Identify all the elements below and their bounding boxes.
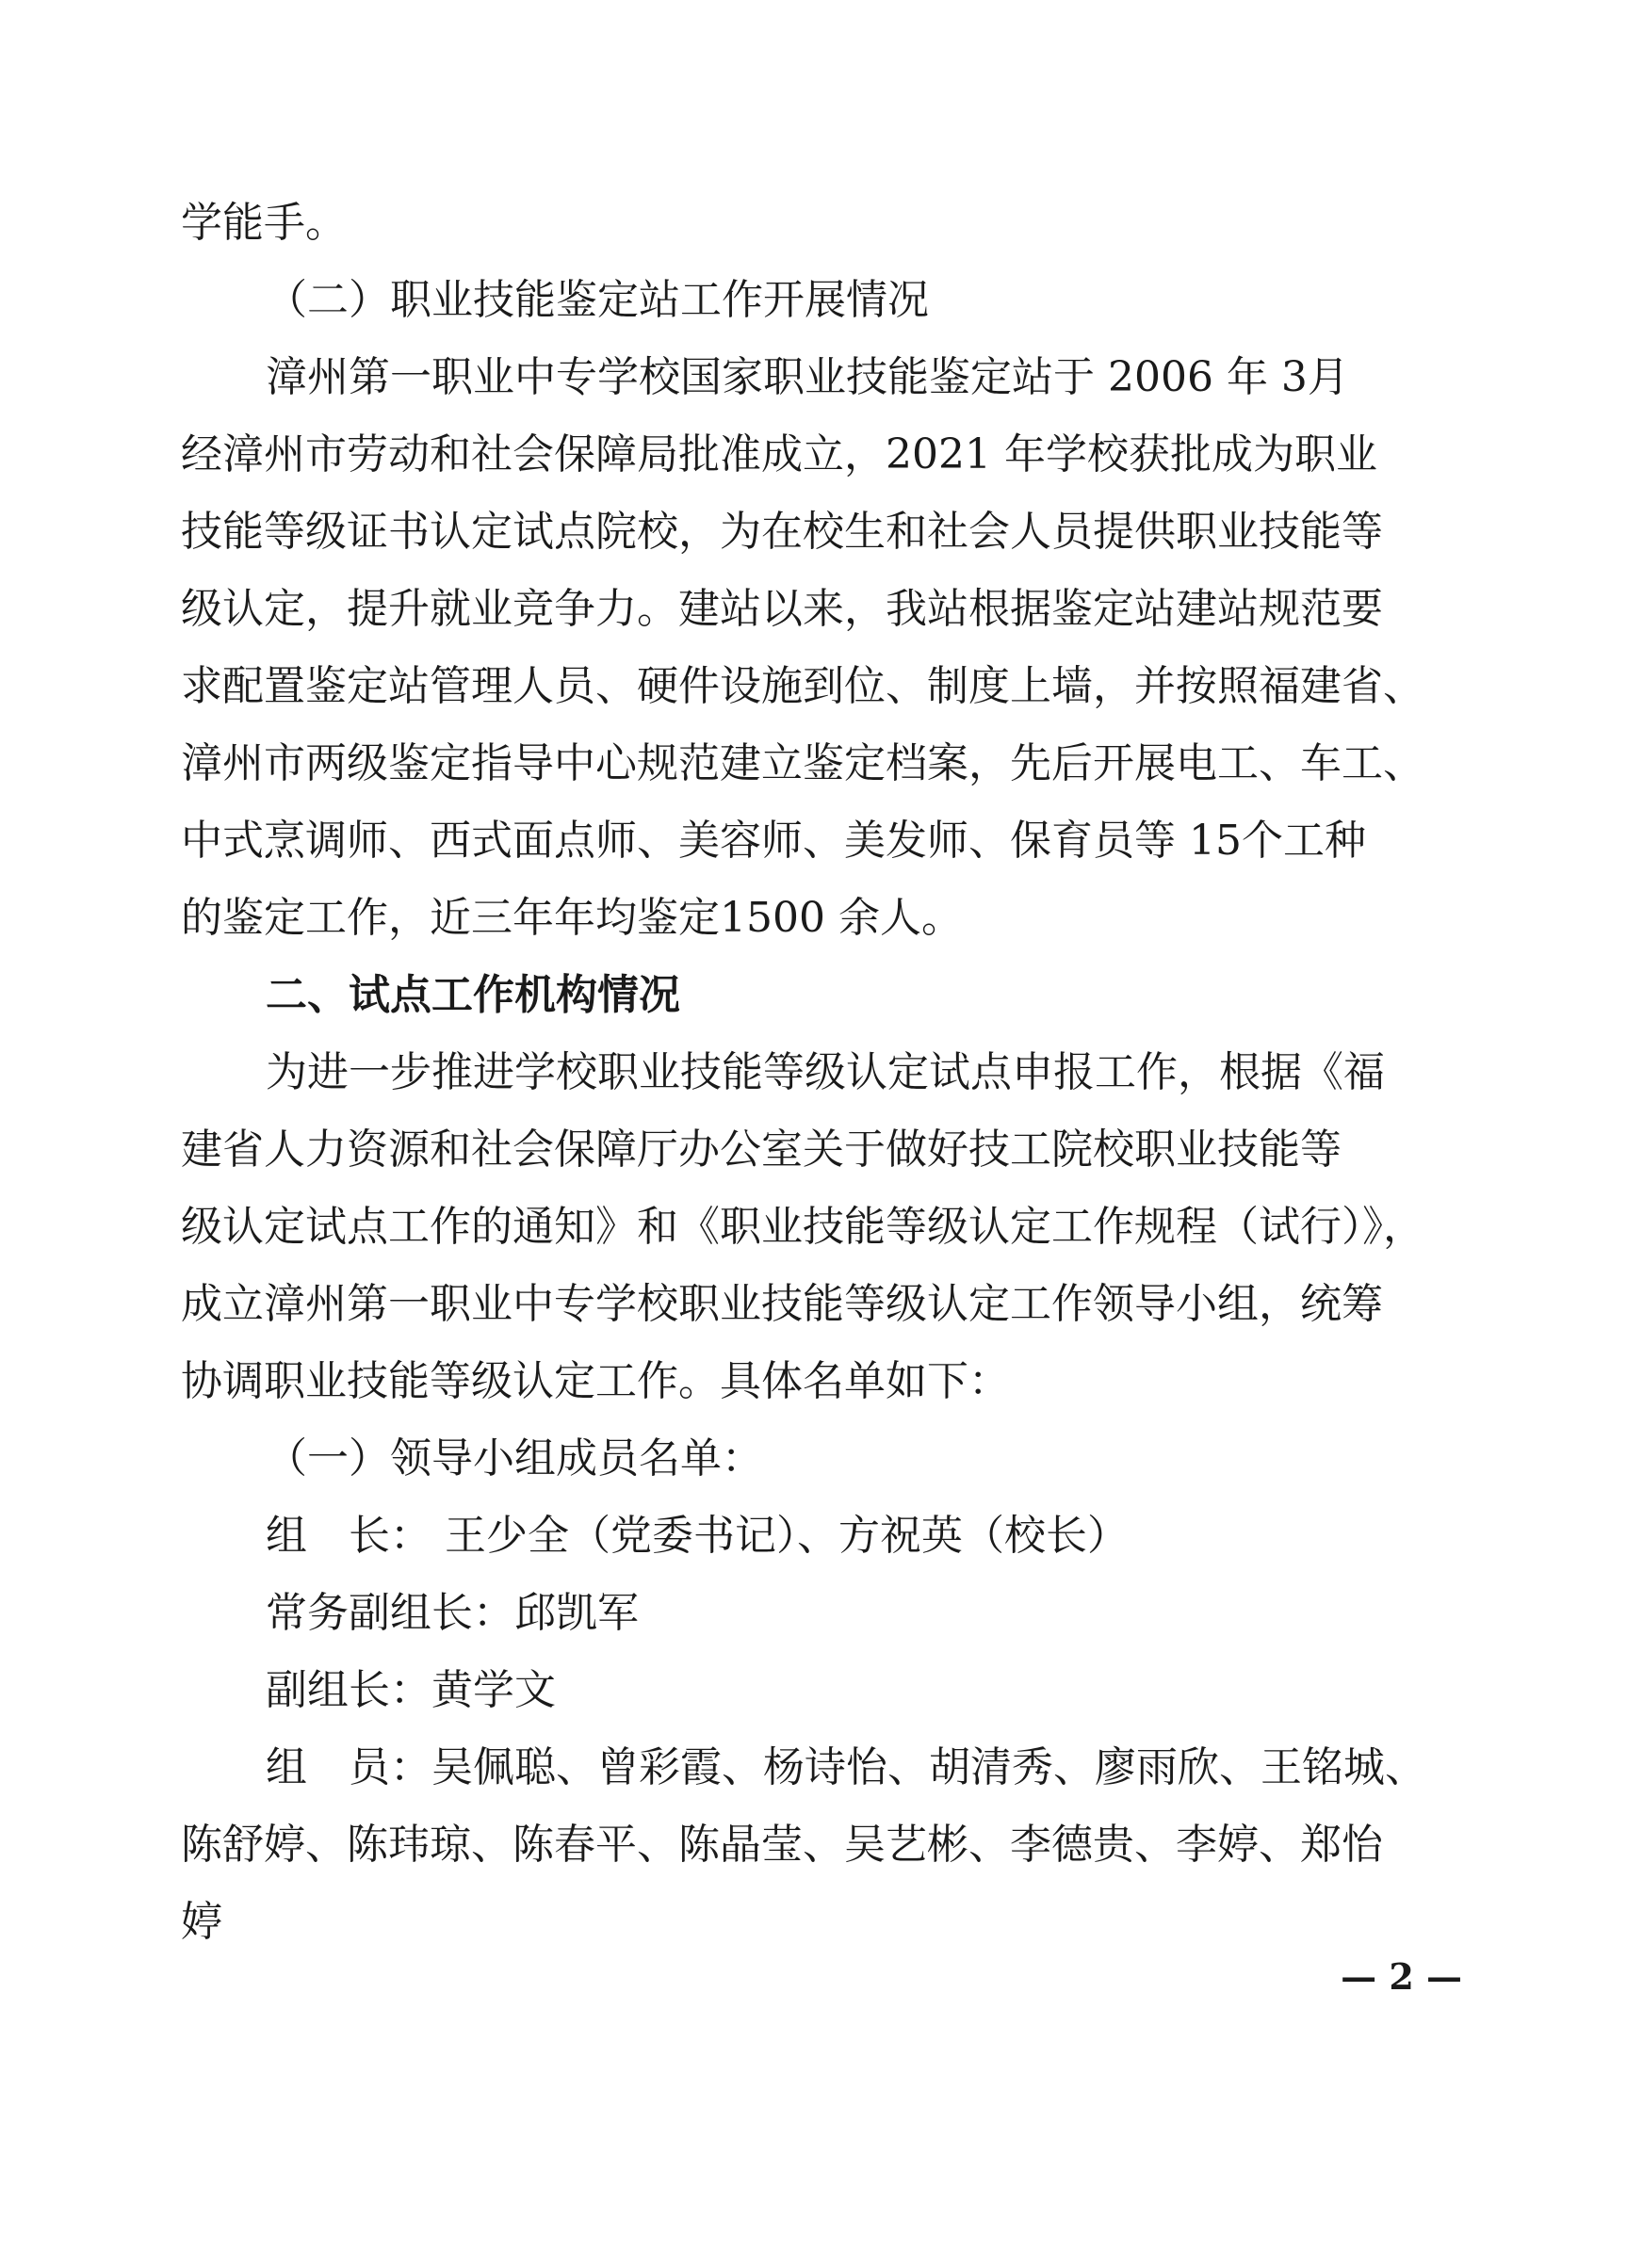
section-heading: 二、试点工作机构情况: [266, 971, 680, 1019]
subheading: （二）职业技能鉴定站工作开展情况: [266, 276, 929, 324]
text-line: 建省人力资源和社会保障厅办公室关于做好技工院校职业技能等: [181, 1126, 1342, 1174]
text-line: 学能手。: [181, 199, 347, 247]
text-line: 技能等级证书认定试点院校，为在校生和社会人员提供职业技能等: [181, 508, 1383, 556]
text-line: 陈舒婷、陈玮琼、陈春平、陈晶莹、吴艺彬、李德贵、李婷、郑怡: [181, 1821, 1383, 1869]
text-line: 中式烹调师、西式面点师、美容师、美发师、保育员等 15个工种: [181, 817, 1366, 865]
text-line: 经漳州市劳动和社会保障局批准成立，2021 年学校获批成为职业: [181, 430, 1377, 478]
text-line: 组 长： 王少全（党委书记）、方祝英（校长）: [266, 1512, 1129, 1560]
text-line: 成立漳州第一职业中专学校职业技能等级认定工作领导小组，统筹: [181, 1280, 1383, 1328]
text-line: 漳州第一职业中专学校国家职业技能鉴定站于 2006 年 3月: [266, 353, 1349, 401]
page-number: — 2 —: [1341, 1955, 1462, 1998]
text-line: 婷: [181, 1898, 222, 1946]
text-line: 级认定试点工作的通知》和《职业技能等级认定工作规程（试行）》，: [181, 1203, 1424, 1251]
text-line: 为进一步推进学校职业技能等级认定试点申报工作，根据《福: [266, 1048, 1385, 1096]
text-line: 漳州市两级鉴定指导中心规范建立鉴定档案，先后开展电工、车工、: [181, 739, 1424, 787]
text-line: 常务副组长：邱凯军: [266, 1589, 639, 1637]
subheading: （一）领导小组成员名单：: [266, 1434, 763, 1482]
text-line: 协调职业技能等级认定工作。具体名单如下：: [181, 1357, 1010, 1405]
text-line: 副组长：黄学文: [266, 1666, 556, 1714]
text-line: 求配置鉴定站管理人员、硬件设施到位、制度上墙，并按照福建省、: [181, 662, 1424, 710]
text-line: 级认定，提升就业竞争力。建站以来，我站根据鉴定站建站规范要: [181, 585, 1383, 633]
text-line: 的鉴定工作，近三年年均鉴定1500 余人。: [181, 894, 963, 942]
text-line: 组 员：吴佩聪、曾彩霞、杨诗怡、胡清秀、廖雨欣、王铭城、: [266, 1743, 1426, 1791]
